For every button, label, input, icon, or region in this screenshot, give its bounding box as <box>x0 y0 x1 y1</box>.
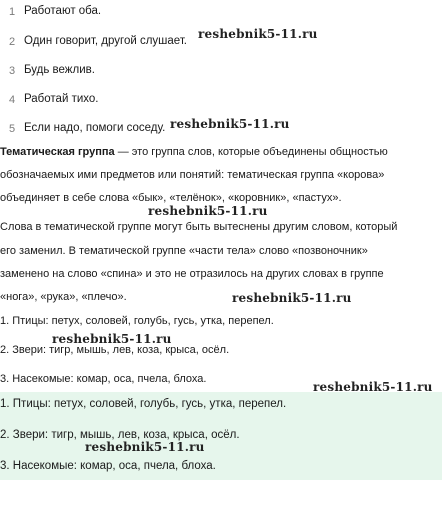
list-item: Один говорит, другой слушает. <box>24 35 188 47</box>
list-number: 5 <box>9 123 16 135</box>
task-line: 1. Птицы: петух, соловей, голубь, гусь, утка, перепел. <box>0 315 274 327</box>
list-item: Работай тихо. <box>24 93 99 105</box>
answer-line: 1. Птицы: петух, соловей, голубь, гусь, утка, перепел. <box>0 398 287 410</box>
definition-line <box>0 146 388 158</box>
answer-panel <box>0 392 442 480</box>
watermark: reshebnik5-11.ru <box>85 440 205 454</box>
list-item: Будь вежлив. <box>24 64 95 76</box>
watermark: reshebnik5-11.ru <box>52 332 172 346</box>
explanation-line: его заменил. В тематической группе «части тела» слово «позвоночник» <box>0 245 368 257</box>
list-number: 3 <box>9 65 16 77</box>
definition-text: — это группа слов, которые объединены общностью <box>114 146 388 158</box>
task-line: 2. Звери: тигр, мышь, лев, коза, крыса, осёл. <box>0 344 230 356</box>
list-item: Работают оба. <box>24 5 102 17</box>
list-number: 2 <box>9 36 16 48</box>
explanation-line: «нога», «рука», «плечо». <box>0 291 127 303</box>
definition-term: Тематическая группа <box>0 146 115 158</box>
list-number: 1 <box>9 6 16 18</box>
watermark: reshebnik5-11.ru <box>198 27 318 41</box>
answer-line: 2. Звери: тигр, мышь, лев, коза, крыса, осёл. <box>0 429 240 441</box>
watermark: reshebnik5-11.ru <box>232 291 352 305</box>
task-line: 3. Насекомые: комар, оса, пчела, блоха. <box>0 373 207 385</box>
watermark: reshebnik5-11.ru <box>170 117 290 131</box>
explanation-line: заменено на слово «спина» и это не отразилось на других словах в группе <box>0 268 384 280</box>
watermark: reshebnik5-11.ru <box>313 380 433 394</box>
definition-line: объединяет в себе слова «бык», «телёнок», «коровник», «пастух». <box>0 192 342 204</box>
definition-line: обозначаемых ими предметов или понятий: тематическая группа «корова» <box>0 169 385 181</box>
explanation-line: Слова в тематической группе могут быть вытеснены другим словом, который <box>0 221 398 233</box>
list-item: Если надо, помоги соседу. <box>24 122 166 134</box>
list-number: 4 <box>9 94 16 106</box>
answer-line: 3. Насекомые: комар, оса, пчела, блоха. <box>0 460 216 472</box>
watermark: reshebnik5-11.ru <box>148 204 268 218</box>
